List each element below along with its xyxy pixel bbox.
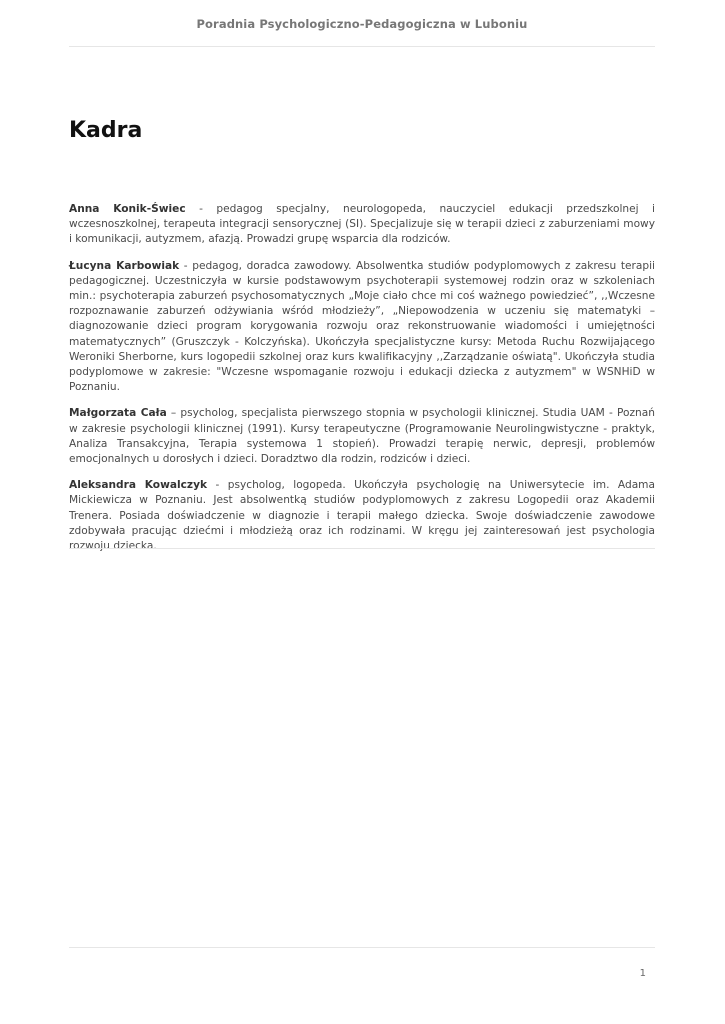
content-divider — [69, 548, 655, 549]
site-header — [69, 0, 655, 47]
page-number: 1 — [639, 968, 646, 979]
staff-name: Łucyna Karbowiak — [69, 259, 180, 272]
staff-description: – psycholog, specjalista pierwszego stopnia w psychologii klinicznej. Studia UAM - Poznań w zakresie psychologii klinicznej (1991). Kursy terapeutyczne (Programowanie Neurolingwistyczne - praktyk, Analiza Transakcyjna, Terapia systemowa 1 stopień). Prowadzi terapię nerwic, depresji, problemów emocjonalnych u dorosłych i dzieci. Doradztwo dla rodzin, rodziców i dzieci. — [69, 407, 655, 466]
staff-name: Małgorzata Cała — [69, 407, 167, 420]
staff-bio — [69, 259, 655, 396]
page-title: Kadra — [69, 118, 143, 143]
staff-name: Aleksandra Kowalczyk — [69, 479, 208, 492]
staff-description: - pedagog specjalny, neurologopeda, nauczyciel edukacji przedszkolnej i wczesnoszkolnej, terapeuta integracji sensorycznej (SI). Specjalizuje się w terapii dzieci z zaburzeniami mowy i komunikacji, autyzmem, afazją. Prowadzi grupę wsparcia dla rodziców. — [69, 203, 655, 246]
staff-description: - pedagog, doradca zawodowy. Absolwentka studiów podyplomowych z zakresu terapii pedagogicznej. Uczestniczyła w kursie podstawowym psychoterapii systemowej rodzin oraz w szkoleniach min.: psychoterapia zaburzeń psychosomatycznych „Moje ciało chce mi coś ważnego powiedzieć”, ,,Wczesne rozpoznawanie zaburzeń odżywiania wśród młodzieży”, „Niepowodzenia w uczeniu się matematyki – diagnozowanie dzieci program korygowania rozwoju oraz rekonstruowanie wiadomości i umiejętności matematycznych” (Gruszczyk - Kolczyńska). Ukończyła specjalistyczne kursy: Metoda Ruchu Rozwijającego Weroniki Sherborne, kurs logopedii szkolnej oraz kurs kwalifikacyjny ,,Zarządzanie oświatą". Ukończyła studia podyplomowe w zakresie: "Wczesne wspomaganie rozwoju i edukacji dziecka z autyzmem" w WSNHiD w Poznaniu. — [69, 259, 655, 394]
staff-name: Anna Konik-Świec — [69, 203, 186, 215]
staff-bio — [69, 202, 655, 248]
staff-bio — [69, 478, 655, 554]
site-title: Poradnia Psychologiczno-Pedagogiczna w Luboniu — [196, 17, 528, 31]
staff-bio — [69, 406, 655, 467]
staff-description: - psycholog, logopeda. Ukończyła psychologię na Uniwersytecie im. Adama Mickiewicza w Poznaniu. Jest absolwentką studiów podyplomowych z zakresu Logopedii oraz Akademii Trenera. Posiada doświadczenie w diagnozie i terapii małego dziecka. Swoje doświadczenie zawodowe zdobywała pracując dziećmi i młodzieżą oraz ich rodzinami. W kręgu jej zainteresowań jest psychologia rozwoju dziecka. — [69, 479, 655, 553]
staff-list — [69, 202, 655, 565]
footer-divider — [69, 947, 655, 948]
